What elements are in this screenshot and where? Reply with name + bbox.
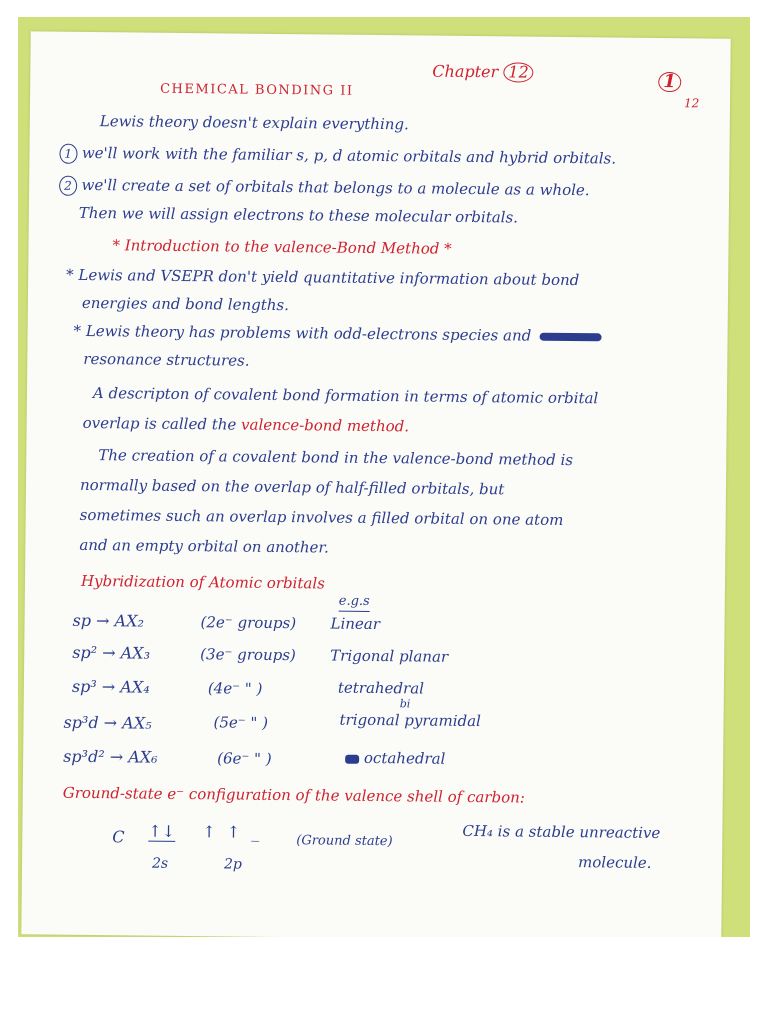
hybrid-row-hyb: sp² → AX₃ bbox=[72, 642, 151, 663]
vb-point-2 bbox=[74, 322, 603, 346]
scribble-mark bbox=[345, 749, 445, 768]
hybrid-row-groups: (4e⁻ " ) bbox=[207, 679, 263, 698]
hybrid-row-groups: (3e⁻ groups) bbox=[200, 645, 296, 665]
hybrid-row-groups: (6e⁻ " ) bbox=[217, 749, 272, 768]
ground-heading: Ground-state e⁻ configuration of the valence shell of carbon: bbox=[62, 783, 525, 807]
item-text: we'll create a set of orbitals that belongs to a molecule as a whole. bbox=[81, 175, 590, 200]
vb-heading: * Introduction to the valence-Bond Method * bbox=[112, 236, 452, 258]
hybrid-row-groups: (2e⁻ groups) bbox=[200, 613, 297, 633]
intro-item-2 bbox=[59, 176, 590, 202]
vb-para-2-line3: sometimes such an overlap involves a filled orbital on one atom bbox=[79, 505, 564, 529]
ch4-note-cont: molecule. bbox=[577, 853, 652, 872]
intro-item-1 bbox=[59, 144, 616, 170]
vb-point-2-text: * Lewis theory has problems with odd-electrons species and bbox=[73, 321, 532, 345]
page-title: CHEMICAL BONDING II bbox=[160, 81, 354, 99]
vb-para-2-line2: normally based on the overlap of half-filled orbitals, but bbox=[79, 475, 505, 499]
scribble-out bbox=[345, 754, 359, 763]
hybrid-row-geom: Linear bbox=[330, 614, 381, 634]
intro-line: Lewis theory doesn't explain everything. bbox=[99, 112, 409, 134]
ch4-note: CH₄ is a stable unreactive bbox=[462, 821, 661, 842]
item-number: 2 bbox=[59, 176, 77, 196]
page-total: 12 bbox=[683, 96, 700, 111]
bi-note: bi bbox=[399, 697, 411, 711]
chapter-label: Chapter bbox=[432, 61, 499, 82]
hybrid-row-hyb: sp³d² → AX₆ bbox=[63, 746, 158, 767]
vb-point-1: * Lewis and VSEPR don't yield quantitative information about bond bbox=[66, 265, 580, 290]
item-text: we'll work with the familiar s, p, d atomic orbitals and hybrid orbitals. bbox=[81, 143, 617, 168]
vb-term: valence-bond method. bbox=[241, 415, 410, 436]
hybrid-row-groups: (5e⁻ " ) bbox=[213, 713, 269, 732]
vb-para-1: A descripton of covalent bond formation in terms of atomic orbital bbox=[92, 384, 599, 408]
hybrid-row-hyb: sp³d → AX₅ bbox=[63, 712, 152, 733]
hybrid-row-hyb: sp → AX₂ bbox=[72, 610, 145, 631]
hybrid-row-geom: tetrahedral bbox=[337, 678, 425, 698]
hybrid-heading: Hybridization of Atomic orbitals bbox=[80, 571, 325, 593]
hybrid-row-geom: trigonal pyramidal bbox=[339, 710, 482, 731]
vb-para-1-cont bbox=[83, 414, 410, 435]
vb-para-2-line4: and an empty orbital on another. bbox=[79, 535, 329, 557]
intro-item-2-cont: Then we will assign electrons to these molecular orbitals. bbox=[78, 203, 519, 227]
egs-label: e.g.s bbox=[339, 593, 370, 612]
item-number: 1 bbox=[59, 144, 77, 164]
chapter-number: 12 bbox=[503, 62, 534, 82]
orbital-2p: ↑ ↑ _ bbox=[202, 822, 263, 842]
hybrid-row-geom: octahedral bbox=[363, 748, 446, 768]
ground-state-label: (Ground state) bbox=[296, 833, 393, 850]
scribble-out bbox=[540, 333, 602, 342]
page-number-group bbox=[658, 72, 681, 92]
vb-text: overlap is called the bbox=[82, 413, 237, 434]
label-2p: 2p bbox=[223, 856, 242, 873]
orbital-2s: ↑↓ bbox=[148, 821, 176, 841]
photo-background bbox=[18, 17, 750, 937]
vb-para-2: The creation of a covalent bond in the valence-bond method is bbox=[98, 446, 574, 470]
hybrid-row-hyb: sp³ → AX₄ bbox=[71, 676, 150, 697]
notebook-page bbox=[21, 31, 730, 937]
vb-point-1-cont: energies and bond lengths. bbox=[81, 293, 290, 315]
element-symbol: C bbox=[112, 827, 125, 847]
chapter-heading bbox=[432, 62, 534, 83]
vb-point-2-cont: resonance structures. bbox=[83, 349, 250, 370]
label-2s: 2s bbox=[151, 855, 169, 872]
page-number: 1 bbox=[658, 72, 681, 92]
hybrid-row-geom: Trigonal planar bbox=[330, 646, 449, 666]
